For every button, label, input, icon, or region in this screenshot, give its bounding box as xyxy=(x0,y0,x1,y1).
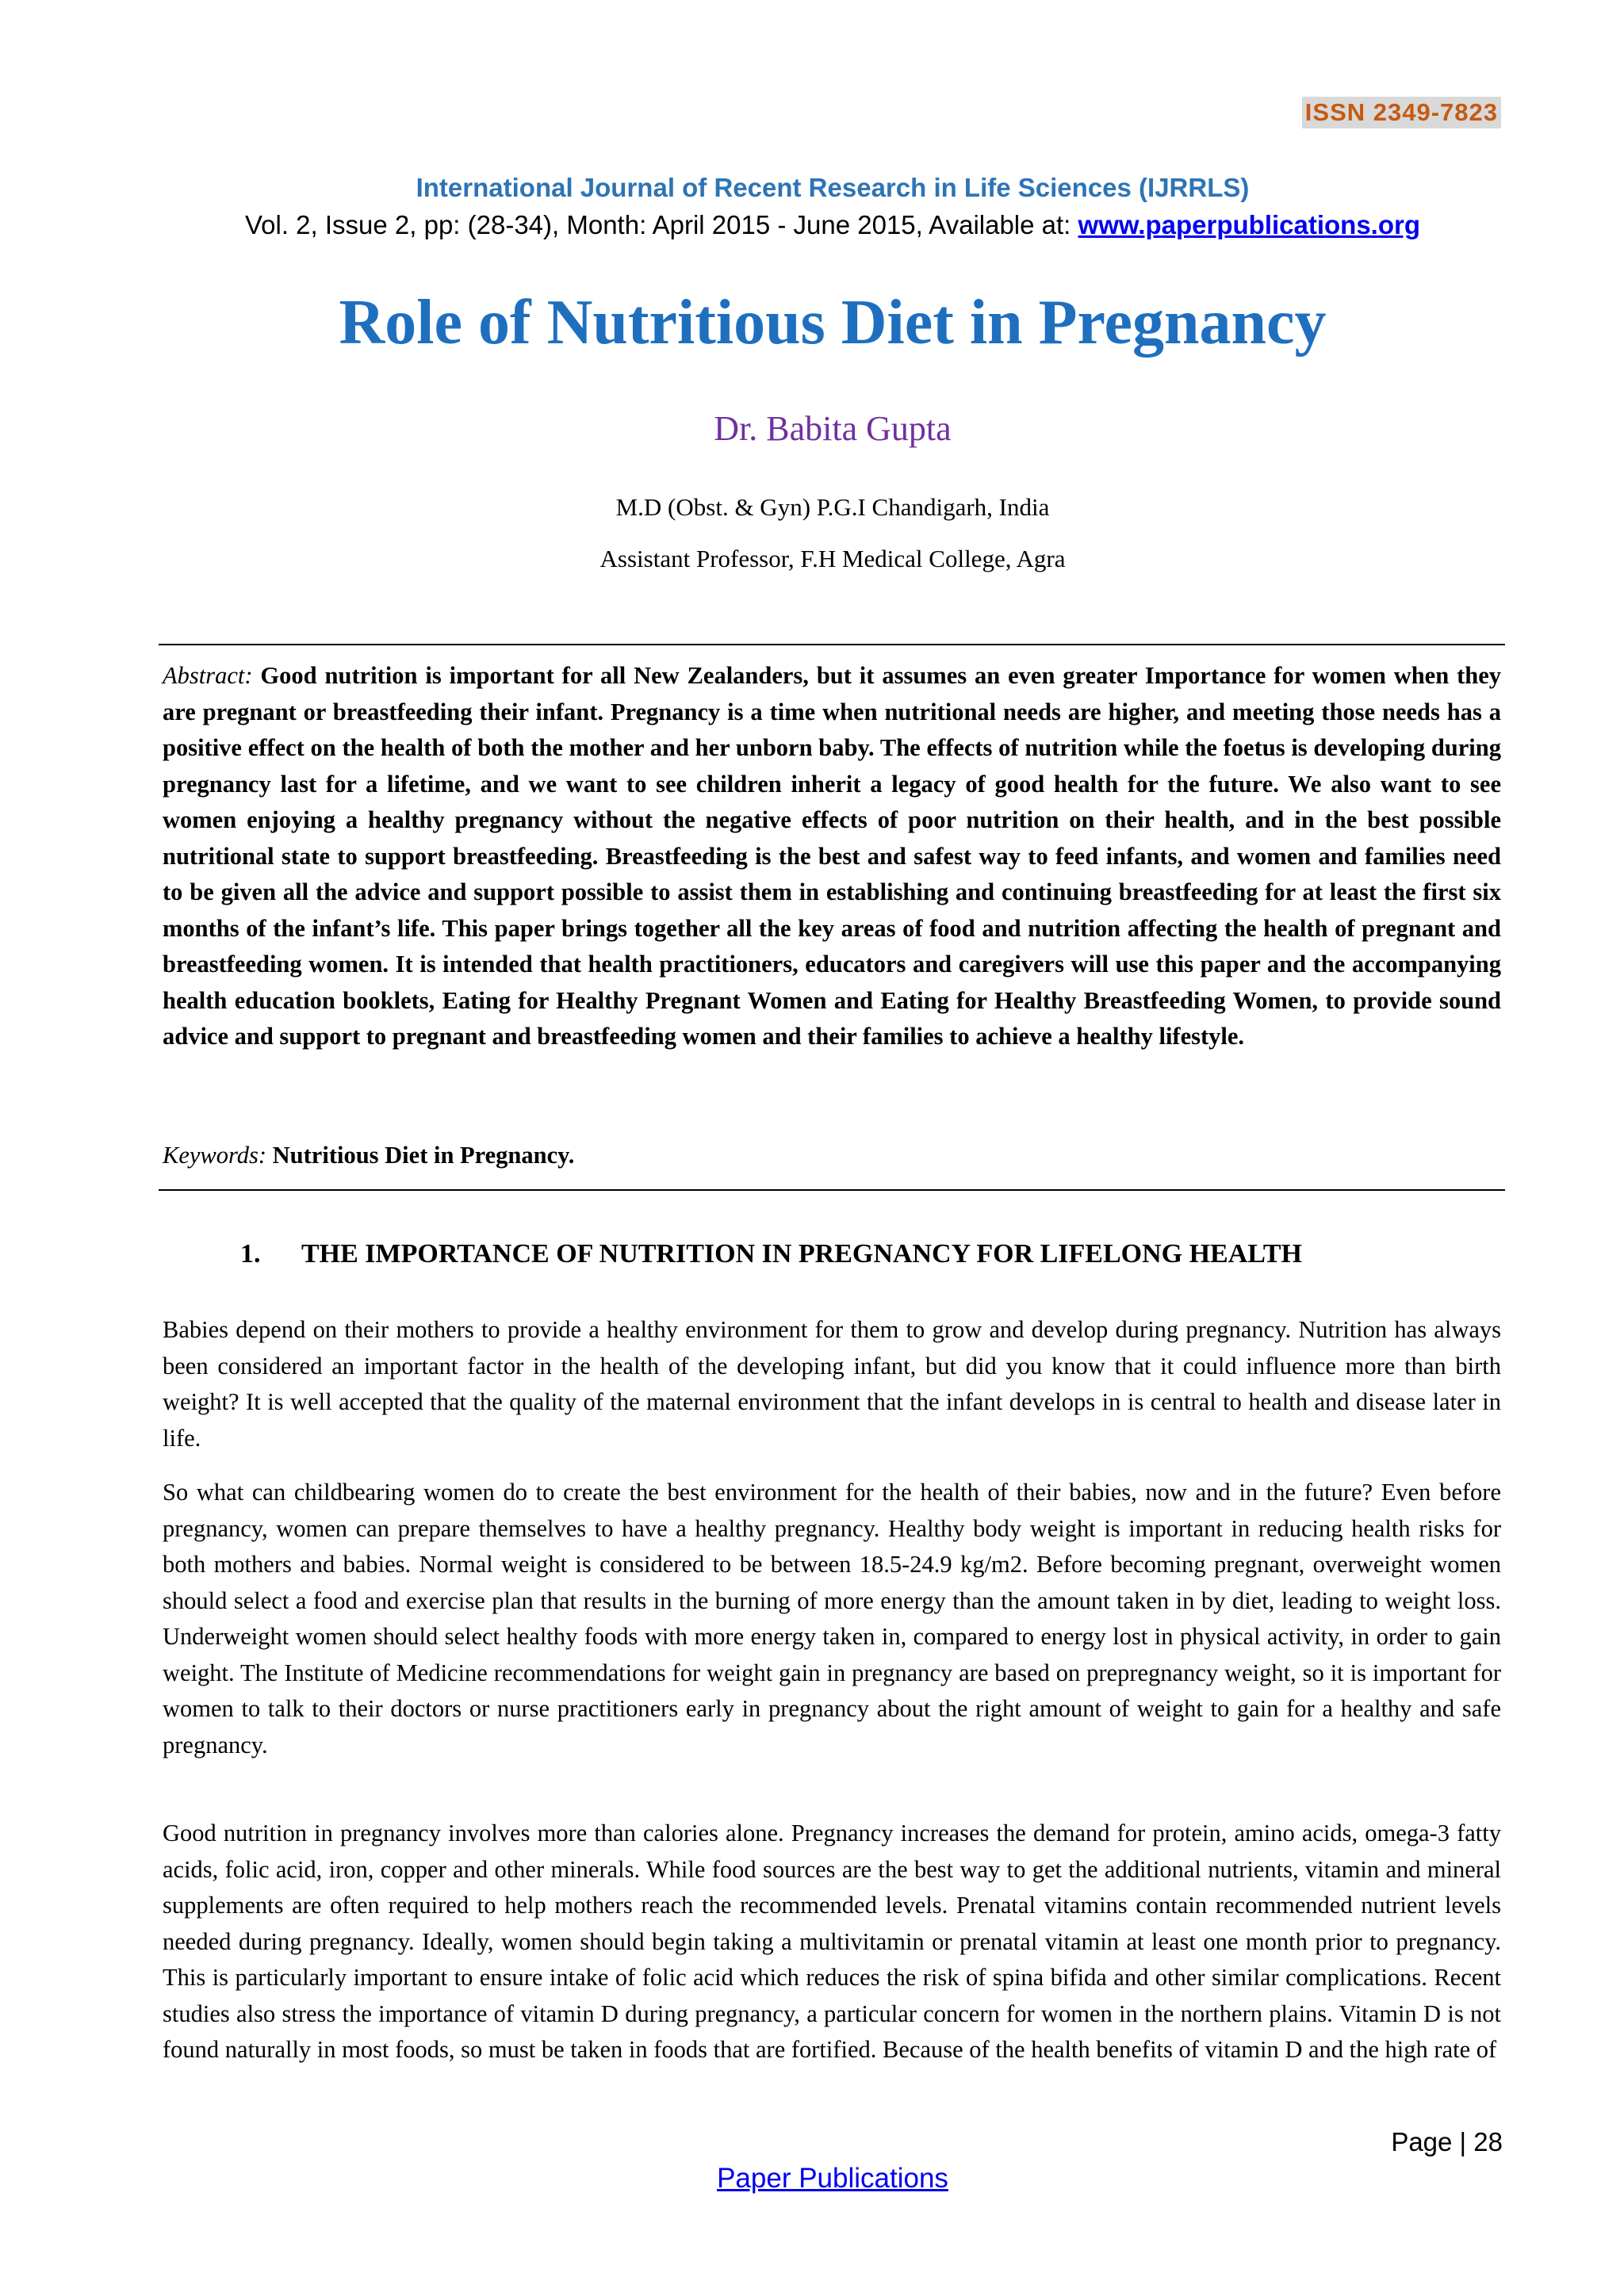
publisher-link[interactable]: Paper Publications xyxy=(717,2163,948,2194)
website-link[interactable]: www.paperpublications.org xyxy=(1078,210,1421,239)
section-number: 1. xyxy=(240,1239,261,1269)
keywords-label: Keywords: xyxy=(163,1142,267,1169)
journal-name: International Journal of Recent Research in Life Sciences (IJRRLS) xyxy=(416,173,1250,202)
abstract-label: Abstract: xyxy=(163,662,253,689)
keywords-text: Nutritious Diet in Pregnancy. xyxy=(272,1142,575,1169)
section-heading xyxy=(240,1239,1509,1269)
body-paragraph-1: Babies depend on their mothers to provide a healthy environment for them to grow and develop during pregnancy. Nutrition has always been considered an important factor in the health of the developing infant, but did you know that it could influence more than birth weight? It is well accepted that the quality of the maternal environment that the infant develops in is central to health and disease later in life. xyxy=(163,1316,1501,1452)
volume-text: Vol. 2, Issue 2, pp: (28-34), Month: April 2015 - June 2015, Available at: xyxy=(244,210,1078,239)
affiliation-line-1: M.D (Obst. & Gyn) P.G.I Chandigarh, India xyxy=(615,493,1050,521)
affiliation-line-2: Assistant Professor, F.H Medical College, Agra xyxy=(599,545,1066,572)
author-name: Dr. Babita Gupta xyxy=(714,409,952,448)
article-title: Role of Nutritious Diet in Pregnancy xyxy=(339,288,1327,358)
body-paragraph-2: So what can childbearing women do to create the best environment for the health of their babies, now and in the future? Even before pregnancy, women can prepare themselves to have a healthy pregnancy. Healthy body weight is important in reducing health risks for both mothers and babies. Normal weight is considered to be between 18.5-24.9 kg/m2. Before becoming pregnant, overweight women should select a food and exercise plan that results in the burning of more energy than the amount taken in by diet, leading to weight loss. Underweight women should select healthy foods with more energy taken in, compared to energy lost in physical activity, in order to gain weight. The Institute of Medicine recommendations for weight gain in pregnancy are based on prepregnancy weight, so it is important for women to talk to their doctors or nurse practitioners early in pregnancy about the right amount of weight to gain for a healthy and safe pregnancy. xyxy=(163,1479,1501,1758)
bottom-divider xyxy=(159,1189,1505,1191)
abstract-text: Good nutrition is important for all New Zealanders, but it assumes an even greater Importance for women when they are pregnant or breastfeeding their infant. Pregnancy is a time when nutritional needs are higher, and meeting those needs has a positive effect on the health of both the mother and her unborn baby. The effects of nutrition while the foetus is developing during pregnancy last for a lifetime, and we want to see children inherit a legacy of good health for the future. We also want to see women enjoying a healthy pregnancy without the negative effects of poor nutrition on their health, and in the best possible nutritional state to support breastfeeding. Breastfeeding is the best and safest way to feed infants, and women and families need to be given all the advice and support possible to assist them in establishing and continuing breastfeeding for at least the first six months of the infant’s life. This paper brings together all the key areas of food and nutrition affecting the health of pregnant and breastfeeding women. It is intended that health practitioners, educators and caregivers will use this paper and the accompanying health education booklets, Eating for Healthy Pregnant Women and Eating for Healthy Breastfeeding Women, to provide sound advice and support to pregnant and breastfeeding women and their families to achieve a healthy lifestyle. xyxy=(163,662,1501,1050)
page-number: Page | 28 xyxy=(1391,2127,1503,2156)
keywords xyxy=(163,1142,1501,1169)
issn-badge: ISSN 2349-7823 xyxy=(1302,97,1501,128)
section-title: THE IMPORTANCE OF NUTRITION IN PREGNANCY FOR LIFELONG HEALTH xyxy=(301,1239,1302,1269)
top-divider xyxy=(159,644,1505,645)
volume-info xyxy=(0,210,1624,240)
body-paragraph-3: Good nutrition in pregnancy involves more than calories alone. Pregnancy increases the demand for protein, amino acids, omega-3 fatty acids, folic acid, iron, copper and other minerals. While food sources are the best way to get the additional nutrients, vitamin and mineral supplements are often required to help mothers reach the recommended levels. Prenatal vitamins contain recommended nutrient levels needed during pregnancy. Ideally, women should begin taking a multivitamin or prenatal vitamin at least one month prior to pregnancy. This is particularly important to ensure intake of folic acid which reduces the risk of spina bifida and other similar complications. Recent studies also stress the importance of vitamin D during pregnancy, a particular concern for women in the northern plains. Vitamin D is not found naturally in most foods, so must be taken in foods that are fortified. Because of the health benefits of vitamin D and the high rate of xyxy=(163,1820,1501,2063)
abstract xyxy=(163,658,1501,1055)
